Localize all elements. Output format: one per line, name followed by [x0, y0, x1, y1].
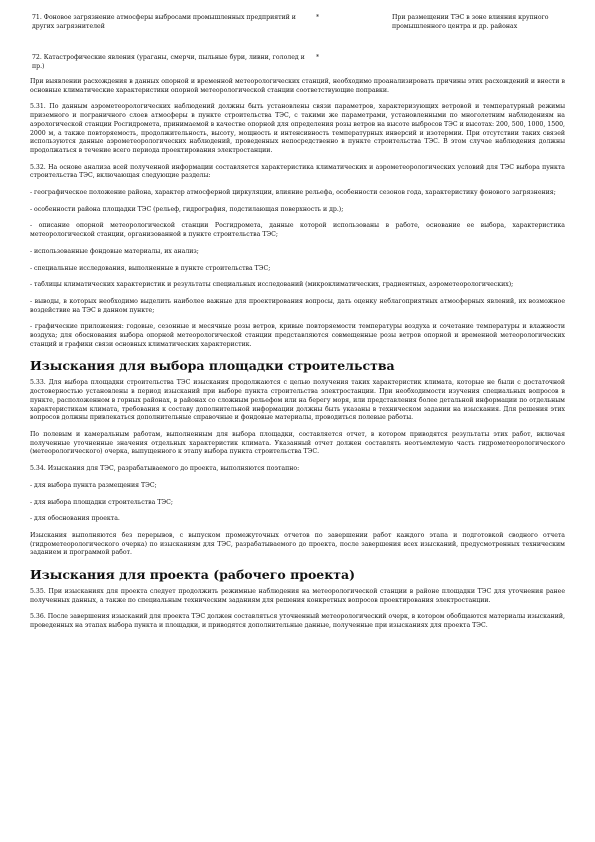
- table-row-71-note: При размещении ТЭС в зоне влияния крупного промышленного центра и др. районах: [392, 14, 549, 30]
- list-item: - описание опорной метеорологической станции Росгидромета, данные которой использованы в работе, основание ее выбора, характеристика метеорологической станции, организованной в пункте строительства ТЭС;: [30, 222, 565, 239]
- list-item: - для выбора пункта размещения ТЭС;: [30, 481, 157, 489]
- list-item: - географическое положение района, характер атмосферной циркуляции, влияние рельефа, особенности сезонов года, характеристику фонового загрязнения;: [30, 189, 556, 197]
- paragraph: При выявлении расхождения в данных опорной и временной метеорологических станций, необходимо проанализировать причины этих расхождений и внести в основные климатические характеристики опорной метеорологической станции соответствующие поправки.: [30, 78, 565, 94]
- section-heading-site-selection: Изыскания для выбора площадки строительства: [30, 358, 395, 374]
- list-item: - графические приложения: годовые, сезонные и месячные розы ветров, кривые повторяемости температуры воздуха и сочетание температуры и влажности воздуха; для обоснования выбора опорной метеорологической станции представляются совмещенные розы ветров опорной и временной метеорологических станций и графики связи основных климатических характеристик.: [30, 323, 565, 348]
- section-heading-project-surveys: Изыскания для проекта (рабочего проекта): [30, 567, 356, 583]
- list-item: - таблицы климатических характеристик и результаты специальных исследований (микроклиматических, градиентных, аэрометеорологических);: [30, 281, 514, 289]
- list-item: - выводы, в которых необходимо выделить наиболее важные для проектирования вопросы, дать оценку неблагоприятных атмосферных явлений, их возможное воздействие на ТЭС в данном пункте;: [30, 297, 565, 314]
- paragraph-5-36: 5.36. После завершения изысканий для проекта ТЭС должен составляться уточненный метеорологический очерк, в котором обобщаются материалы изысканий, проведенных на этапах выбора пункта и площадки, и приводятся дополнительные данные, полученные при изысканиях для проекта ТЭС.: [30, 613, 565, 630]
- list-item: - специальные исследования, выполненные в пункте строительства ТЭС;: [30, 264, 271, 272]
- requirements-table: [30, 14, 565, 78]
- paragraph-5-33: 5.33. Для выбора площадки строительства ТЭС изыскания продолжаются с целью получения таких характеристик климата, которые не были с достаточной достоверностью установлены в период изысканий при выборе пункта строительства электростанции. При необходимости изучения специальных вопросов в пункте, расположенном в горных районах, в районах со сложным рельефом или на берегу моря, или представления более детальной информации по отдельным характеристикам климата, требования к составу дополнительной информации должны быть указаны в техническом задании на изыскания. Для решения этих вопросов должны привлекаться дополнительные справочные и фондовые материалы, проводиться полевые работы.: [30, 379, 565, 422]
- paragraph: По полевым и камеральным работам, выполненным для выбора площадки, составляется отчет, в котором приводятся результаты этих работ, включая полученные уточненные значения отдельных характеристик климата. Указанный отчет должен составлять неотъемлемую часть гидрометеорологического (метеорологического) очерка, выпущенного к этапу выбора пункта строительства ТЭС.: [30, 430, 565, 456]
- table-row-72-name: 72. Катастрофические явления (ураганы, смерчи, пыльные бури, ливни, гололед и пр.): [32, 54, 305, 70]
- paragraph-5-32: 5.32. На основе анализа всей полученной информации составляется характеристика климатических и аэрометеорологических условий для ТЭС выбора пункта строительства ТЭС, включающая следующие разделы:: [30, 163, 565, 180]
- list-item: - для обоснования проекта.: [30, 515, 120, 523]
- paragraph-5-31: 5.31. По данным аэрометеорологических наблюдений должны быть установлены связи параметров, характеризующих ветровой и температурный режимы приземного и пограничного слоев атмосферы в пункте строительства ТЭС, с такими же параметрами, установленными по многолетним наблюдениям на аэрологической станции Росгидромета, принимаемой в качестве опорной для определения розы ветров на высоте выбросов ТЭС и высотах: 200, 500, 1000, 1500, 2000 м, а также повторяемость, продолжительность, высоту, мощность и интенсивность температурных инверсий и изотермии. При отсутствии таких связей используются данные аэрометеорологических наблюдений, проведенных непосредственно в пункте строительства ТЭС. В этом случае наблюдения должны продолжаться в течение всего периода проектирования электростанции.: [30, 103, 565, 154]
- paragraph-5-34: 5.34. Изыскания для ТЭС, разрабатываемого до проекта, выполняются поэтапно:: [30, 465, 300, 473]
- table-row-71-mark: *: [316, 14, 320, 21]
- list-item: - особенности района площадки ТЭС (рельеф, гидрография, подстилающая поверхность и др.);: [30, 205, 344, 213]
- paragraph-5-35: 5.35. При изысканиях для проекта следует продолжить режимные наблюдения на метеорологической станции в районе площадки ТЭС для уточнения ранее полученных данных, а также по специальным техническим заданиям для решения конкретных вопросов проектирования электростанции.: [30, 588, 565, 604]
- paragraph: Изыскания выполняются без перерывов, с выпуском промежуточных отчетов по завершении работ каждого этапа и подготовкой сводного отчета (гидрометеорологического очерка) по изысканиям для ТЭС, разрабатываемого до проекта, после завершения всех изысканий, предусмотренных техническим заданием и программой работ.: [30, 531, 565, 557]
- table-row-71-name: 71. Фоновое загрязнение атмосферы выбросами промышленных предприятий и других загрязнителей: [32, 14, 296, 30]
- list-item: - использованные фондовые материалы, их анализ;: [30, 247, 199, 255]
- list-item: - для выбора площадки строительства ТЭС;: [30, 498, 173, 506]
- document-page: [30, 14, 565, 639]
- table-row-72-mark: *: [316, 54, 320, 61]
